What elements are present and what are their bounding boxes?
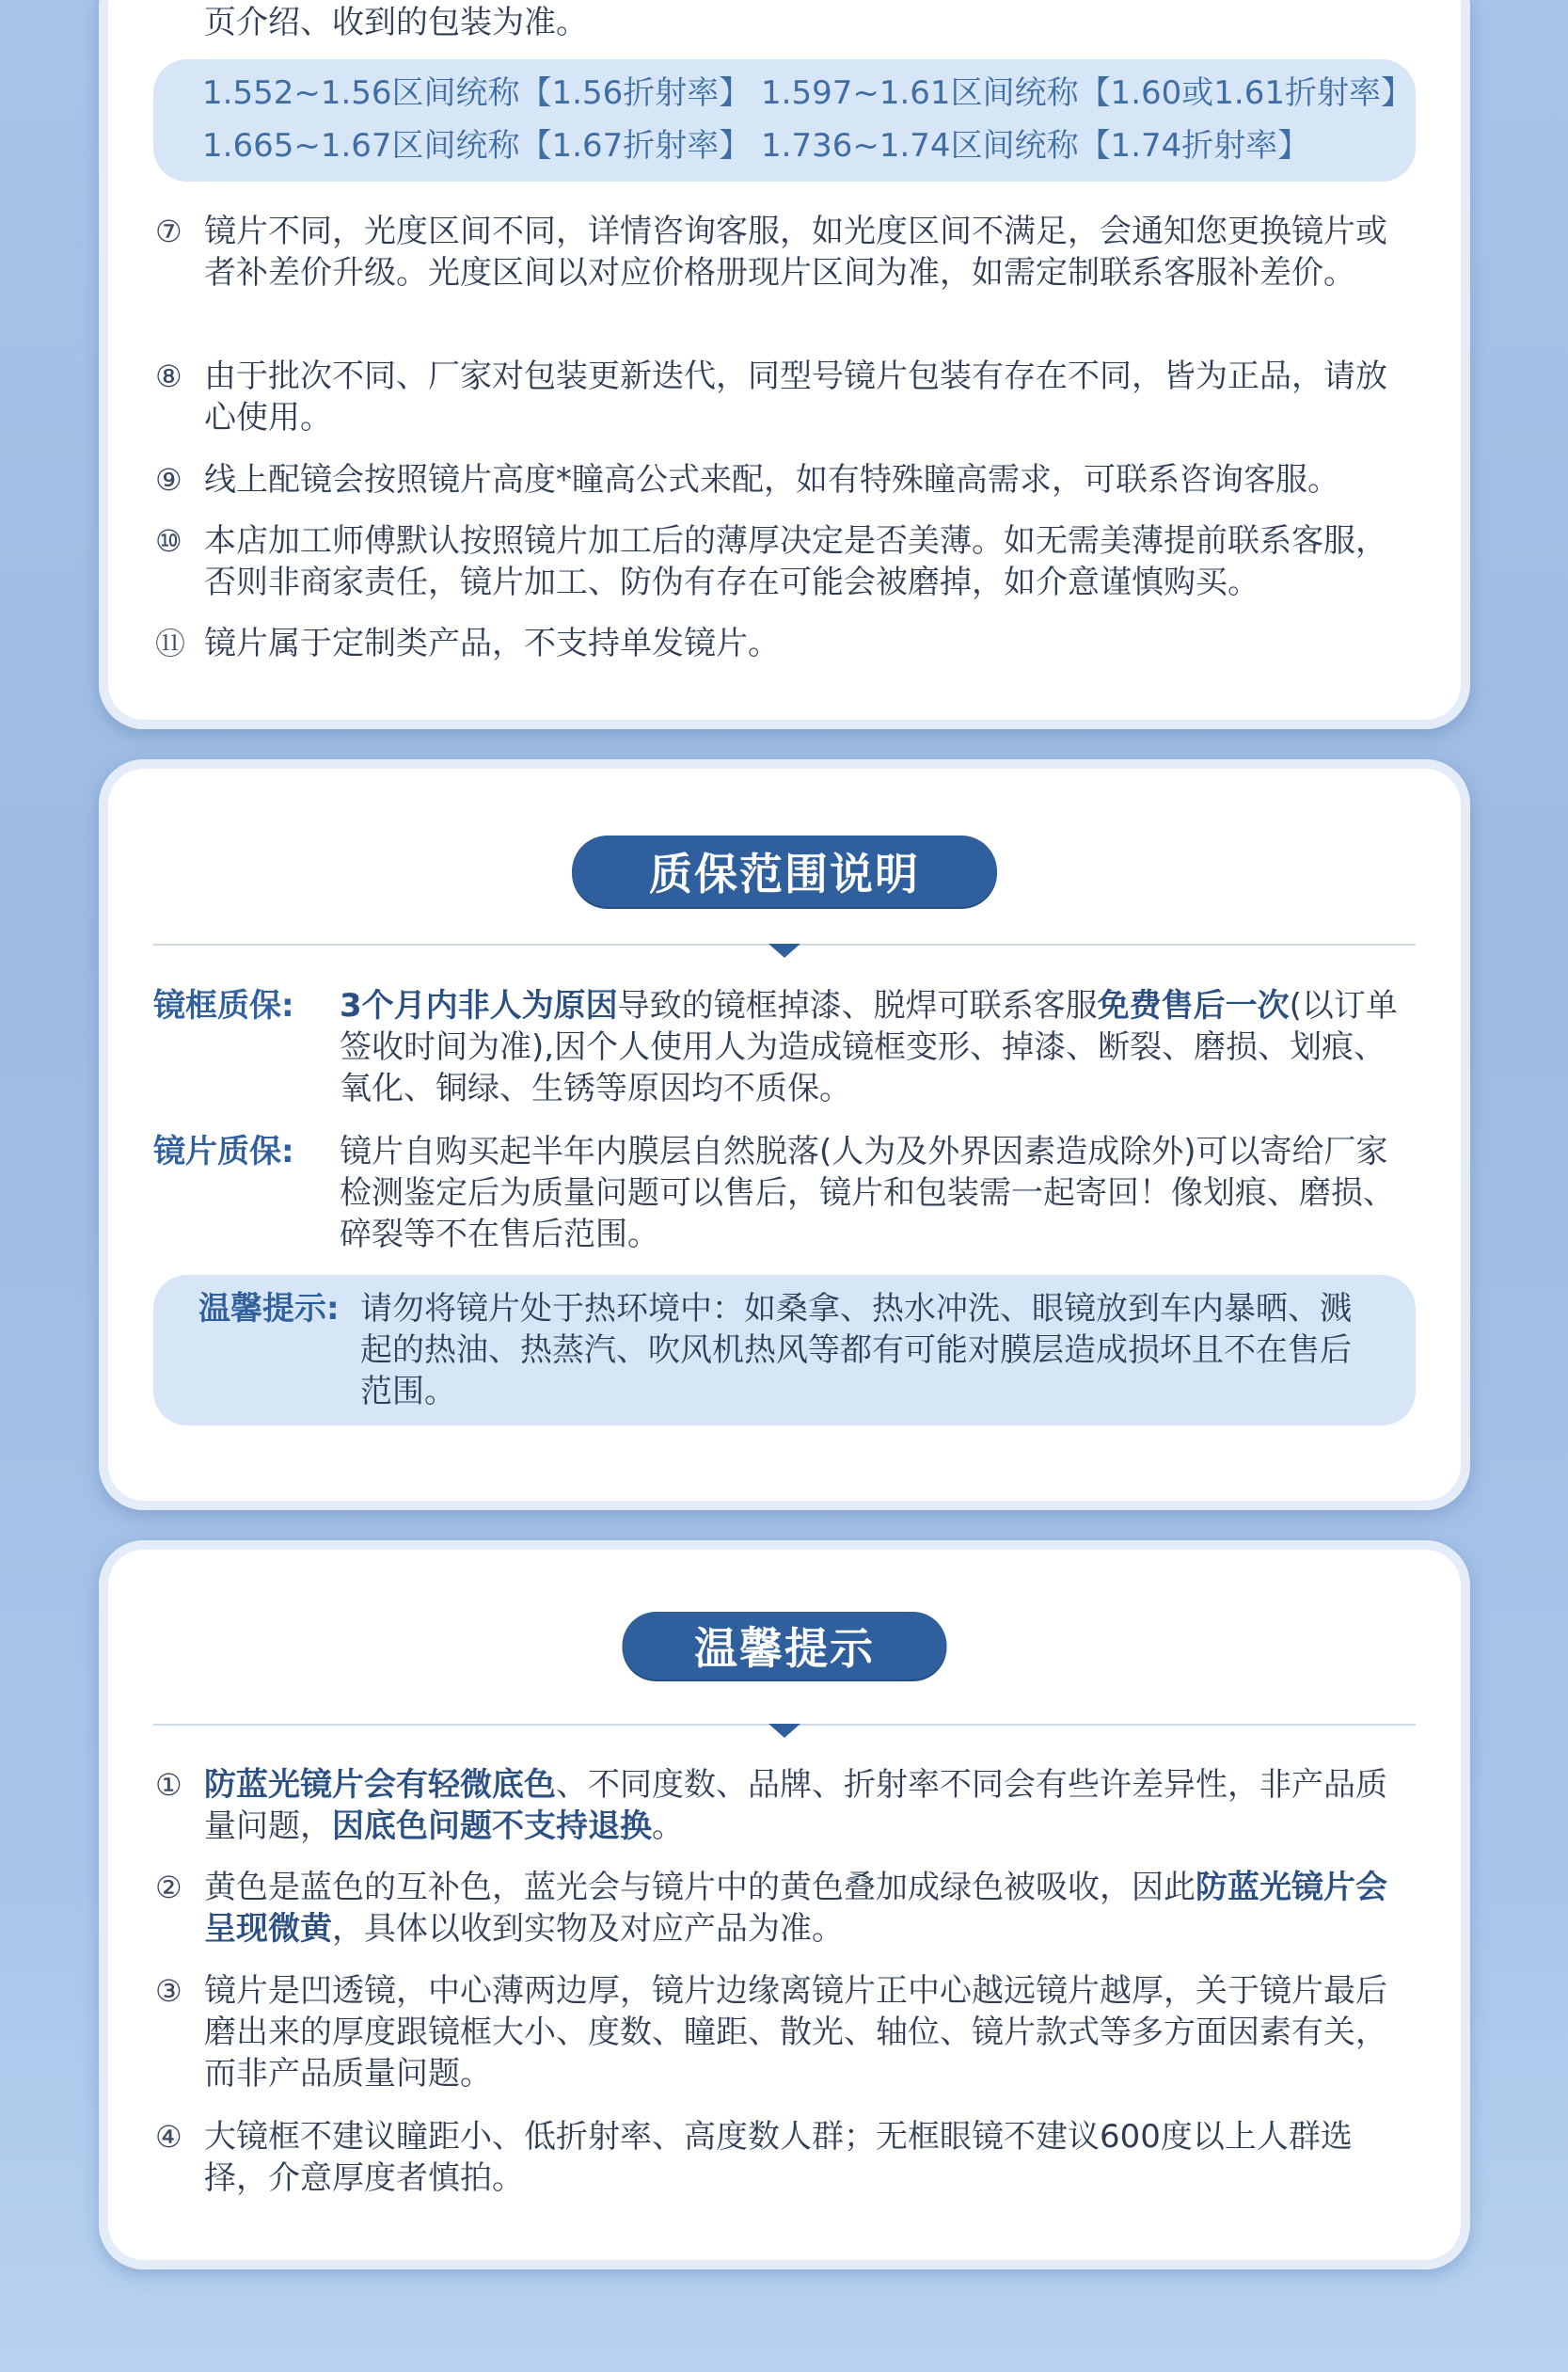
divider-arrow-icon (768, 1724, 800, 1738)
item-text: 镜片是凹透镜，中心薄两边厚，镜片边缘离镜片正中心越远镜片越厚，关于镜片最后磨出来的厚度跟镜框大小、度数、瞳距、散光、轴位、镜片款式等多方面因素有关，而非产品质量问题。 (204, 1972, 1387, 2093)
tip-item-1 (155, 1764, 1416, 1847)
item-number: ⑨ (155, 462, 182, 498)
item-number: ⑦ (155, 214, 182, 249)
frame-warranty-text: 3个月内非人为原因导致的镜框掉漆、脱焊可联系客服免费售后一次(以订单签收时间为准),因个人使用人为造成镜框变形、掉漆、断裂、磨损、划痕、氧化、铜绿、生锈等原因均不质保。 (340, 987, 1398, 1107)
frame-warranty (153, 985, 1416, 1109)
continued-note-text: 页介绍、收到的包装为准。 (204, 4, 588, 41)
note-item-10 (155, 520, 1416, 603)
item-text: 本店加工师傅默认按照镜片加工后的薄厚决定是否美薄。如无需美薄提前联系客服，否则非商家责任，镜片加工、防伪有存在可能会被磨掉，如介意谨慎购买。 (204, 522, 1387, 601)
refractive-index-ranges (153, 59, 1416, 182)
item-number: ⑪ (155, 626, 186, 661)
continued-note (155, 2, 1416, 43)
item-text: 由于批次不同、厂家对包装更新迭代，同型号镜片包装有存在不同，皆为正品，请放心使用。 (204, 358, 1387, 437)
item-number: ⑧ (155, 358, 182, 394)
frame-warranty-label: 镜框质保: (153, 987, 294, 1025)
divider-arrow-icon (768, 944, 800, 958)
item-text: 线上配镜会按照镜片高度*瞳高公式来配，如有特殊瞳高需求，可联系咨询客服。 (204, 461, 1339, 499)
item-text: 镜片不同，光度区间不同，详情咨询客服，如光度区间不满足，会通知您更换镜片或者补差价升级。光度区间以对应价格册现片区间为准，如需定制联系客服补差价。 (204, 213, 1387, 292)
item-text: 防蓝光镜片会有轻微底色、不同度数、品牌、折射率不同会有些许差异性，非产品质量问题，因底色问题不支持退换。 (204, 1766, 1387, 1845)
note-item-9 (155, 459, 1416, 501)
item-number: ② (155, 1870, 182, 1905)
warranty-tip (153, 1275, 1416, 1425)
lens-warranty-label: 镜片质保: (153, 1133, 294, 1170)
lens-notes-card (99, 0, 1470, 729)
note-item-11 (155, 623, 1416, 664)
item-number: ① (155, 1767, 182, 1803)
tips-title: 温馨提示 (623, 1612, 947, 1680)
warranty-tip-label: 温馨提示: (198, 1290, 340, 1328)
tip-item-3 (155, 1970, 1416, 2094)
tip-item-4 (155, 2116, 1416, 2199)
item-text: 大镜框不建议瞳距小、低折射率、高度数人群；无框眼镜不建议600度以上人群选择，介意厚度者慎拍。 (204, 2118, 1353, 2197)
range-line-1: 1.552~1.56区间统称【1.56折射率】 1.597~1.61区间统称【1.60或1.61折射率】 (202, 74, 1413, 112)
tip-item-2 (155, 1867, 1416, 1950)
warranty-tip-text: 请勿将镜片处于热环境中：如桑拿、热水冲洗、眼镜放到车内暴晒、溅起的热油、热蒸汽、吹风机热风等都有可能对膜层造成损坏且不在售后范围。 (360, 1290, 1352, 1410)
item-number: ③ (155, 1973, 182, 2009)
warranty-card (99, 759, 1470, 1510)
note-item-8 (155, 356, 1416, 438)
lens-warranty-text: 镜片自购买起半年内膜层自然脱落(人为及外界因素造成除外)可以寄给厂家检测鉴定后为质量问题可以售后，镜片和包装需一起寄回！像划痕、磨损、碎裂等不在售后范围。 (340, 1133, 1395, 1253)
item-text: 镜片属于定制类产品，不支持单发镜片。 (204, 625, 780, 662)
note-item-7 (155, 211, 1416, 294)
tips-card (99, 1540, 1470, 2269)
range-line-2: 1.665~1.67区间统称【1.67折射率】 1.736~1.74区间统称【1.74折射率】 (202, 127, 1310, 165)
item-text: 黄色是蓝色的互补色，蓝光会与镜片中的黄色叠加成绿色被吸收，因此防蓝光镜片会呈现微黄，具体以收到实物及对应产品为准。 (204, 1869, 1387, 1948)
item-number: ⑩ (155, 523, 182, 559)
lens-warranty (153, 1131, 1416, 1255)
warranty-title: 质保范围说明 (572, 836, 997, 907)
item-number: ④ (155, 2119, 182, 2155)
